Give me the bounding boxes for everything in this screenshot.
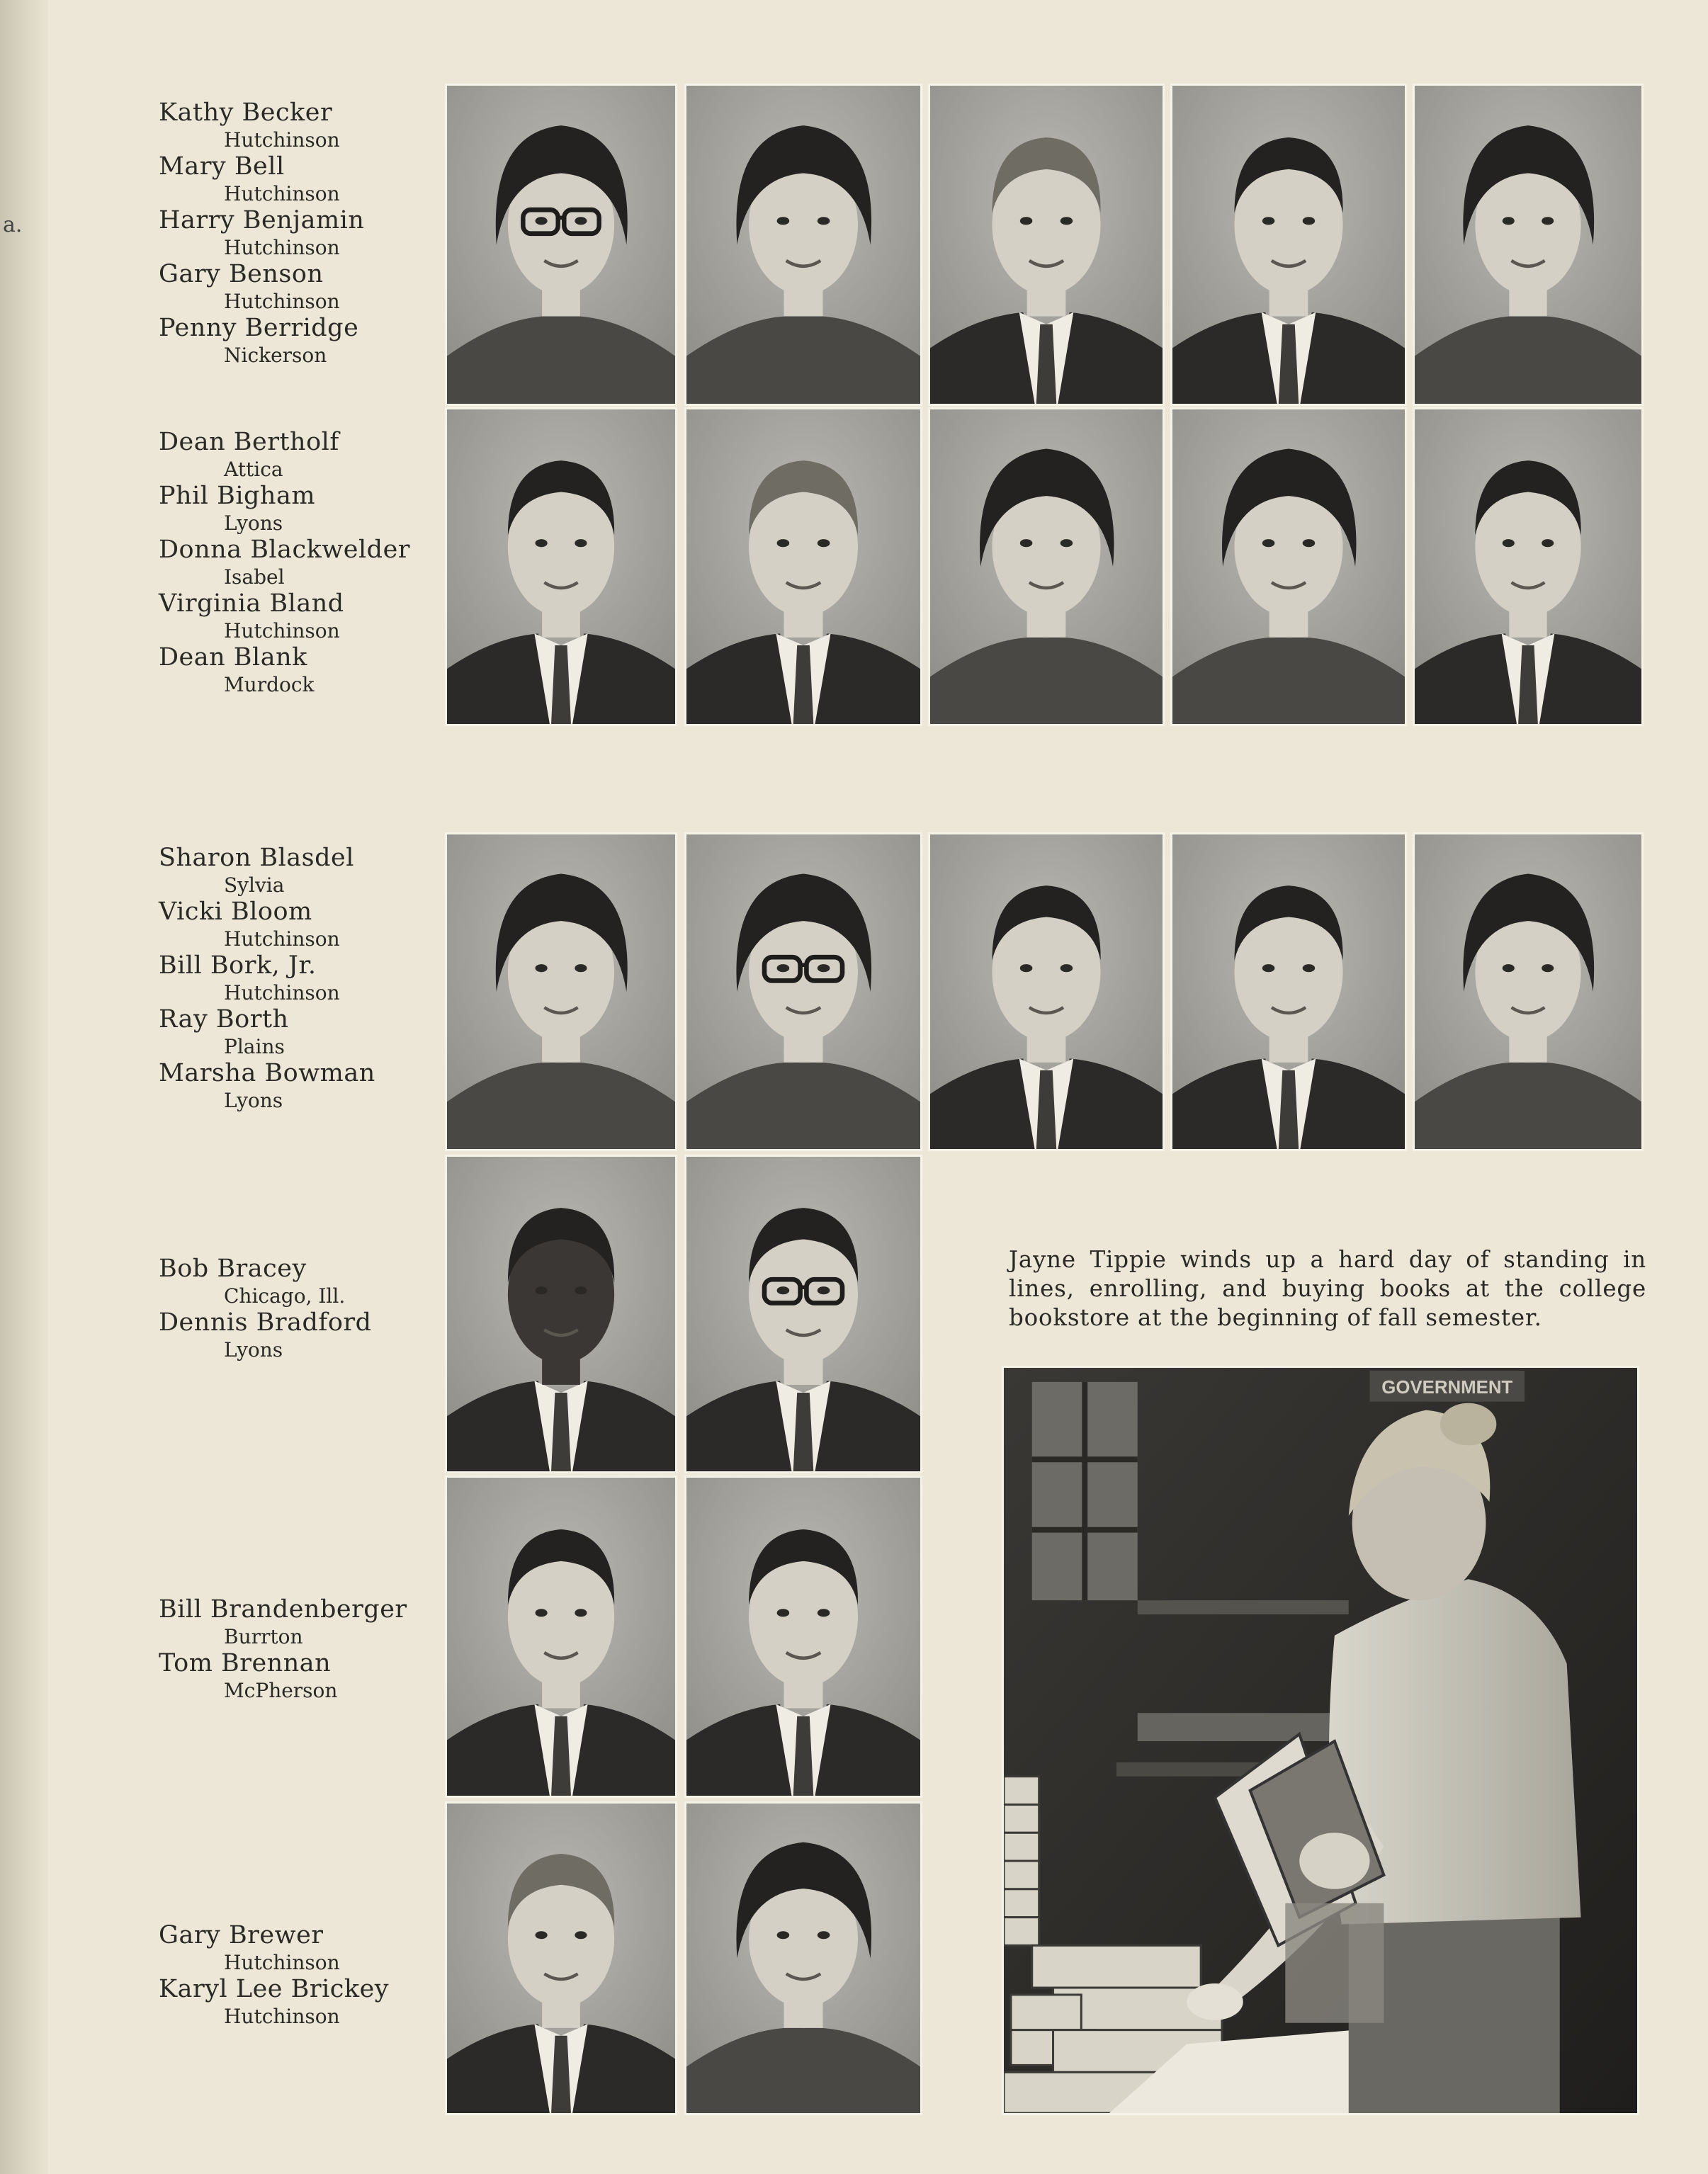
name-entry bbox=[159, 844, 414, 898]
name-entry bbox=[159, 952, 414, 1006]
student-portrait bbox=[445, 1476, 677, 1798]
student-name: Virginia Bland bbox=[159, 589, 344, 618]
student-portrait bbox=[445, 1801, 677, 2115]
student-name: Mary Bell bbox=[159, 152, 285, 181]
name-list-group-4 bbox=[159, 1255, 414, 1363]
student-town: Murdock bbox=[224, 673, 315, 696]
student-portrait bbox=[684, 407, 922, 726]
name-list-group-6 bbox=[159, 1922, 414, 2029]
student-town: Lyons bbox=[224, 1338, 283, 1361]
name-entry bbox=[159, 1922, 414, 1976]
name-entry bbox=[159, 644, 414, 698]
name-list-group-2 bbox=[159, 429, 414, 698]
student-name: Bill Bork, Jr. bbox=[159, 951, 317, 980]
student-town: Attica bbox=[224, 458, 283, 481]
student-town: Burrton bbox=[224, 1625, 303, 1648]
name-entry bbox=[159, 261, 414, 315]
name-entry bbox=[159, 1596, 414, 1650]
student-name: Gary Benson bbox=[159, 260, 324, 288]
name-entry bbox=[159, 1309, 414, 1363]
student-town: Plains bbox=[224, 1035, 285, 1058]
student-name: Bill Brandenberger bbox=[159, 1595, 407, 1624]
student-town: Isabel bbox=[224, 565, 285, 589]
student-name: Dean Bertholf bbox=[159, 428, 339, 456]
name-entry bbox=[159, 207, 414, 261]
student-name: Donna Blackwelder bbox=[159, 536, 411, 564]
photo-caption: Jayne Tippie winds up a hard day of standing in lines, enrolling, and buying books at the college bookstore at the beginning of fall semester. bbox=[1009, 1246, 1646, 1331]
name-list-group-3 bbox=[159, 844, 414, 1114]
gutter-fragment: a. bbox=[3, 213, 23, 237]
student-name: Bob Bracey bbox=[159, 1255, 307, 1283]
student-name: Dean Blank bbox=[159, 643, 307, 672]
student-portrait bbox=[684, 1155, 922, 1473]
student-portrait bbox=[1413, 832, 1644, 1151]
name-entry bbox=[159, 1650, 414, 1704]
student-name: Phil Bigham bbox=[159, 482, 316, 510]
student-name: Ray Borth bbox=[159, 1005, 289, 1034]
student-name: Dennis Bradford bbox=[159, 1308, 372, 1337]
student-town: Hutchinson bbox=[224, 182, 340, 205]
student-town: Hutchinson bbox=[224, 619, 340, 642]
student-town: McPherson bbox=[224, 1679, 338, 1702]
student-portrait bbox=[928, 84, 1165, 406]
name-entry bbox=[159, 153, 414, 207]
student-name: Tom Brennan bbox=[159, 1649, 332, 1677]
name-entry bbox=[159, 898, 414, 952]
student-name: Vicki Bloom bbox=[159, 898, 312, 926]
student-portrait bbox=[684, 84, 922, 406]
student-town: Hutchinson bbox=[224, 981, 340, 1004]
name-entry bbox=[159, 536, 414, 590]
name-list-group-1 bbox=[159, 99, 414, 368]
student-name: Marsha Bowman bbox=[159, 1059, 375, 1087]
candid-bookstore-photo bbox=[1002, 1366, 1639, 2115]
name-list-group-5 bbox=[159, 1596, 414, 1704]
student-town: Hutchinson bbox=[224, 236, 340, 259]
student-portrait bbox=[684, 832, 922, 1151]
student-portrait bbox=[1413, 407, 1644, 726]
student-town: Lyons bbox=[224, 1089, 283, 1112]
student-town: Hutchinson bbox=[224, 128, 340, 152]
student-town: Hutchinson bbox=[224, 2005, 340, 2028]
student-portrait bbox=[445, 1155, 677, 1473]
student-portrait bbox=[1170, 832, 1407, 1151]
government-sign: GOVERNMENT bbox=[1381, 1377, 1513, 1398]
student-name: Penny Berridge bbox=[159, 314, 359, 342]
student-town: Hutchinson bbox=[224, 927, 340, 951]
student-name: Sharon Blasdel bbox=[159, 844, 354, 872]
student-portrait bbox=[445, 832, 677, 1151]
name-entry bbox=[159, 1976, 414, 2029]
student-portrait bbox=[928, 832, 1165, 1151]
name-entry bbox=[159, 590, 414, 644]
name-entry bbox=[159, 482, 414, 536]
student-portrait bbox=[928, 407, 1165, 726]
student-name: Gary Brewer bbox=[159, 1921, 324, 1949]
student-town: Hutchinson bbox=[224, 290, 340, 313]
student-town: Hutchinson bbox=[224, 1951, 340, 1974]
student-portrait bbox=[684, 1476, 922, 1798]
name-entry bbox=[159, 99, 414, 153]
student-portrait bbox=[1170, 407, 1407, 726]
student-town: Sylvia bbox=[224, 873, 285, 897]
student-name: Karyl Lee Brickey bbox=[159, 1975, 390, 2003]
student-town: Nickerson bbox=[224, 344, 327, 367]
name-entry bbox=[159, 315, 414, 368]
student-portrait bbox=[684, 1801, 922, 2115]
student-name: Harry Benjamin bbox=[159, 206, 365, 234]
student-portrait bbox=[1170, 84, 1407, 406]
name-entry bbox=[159, 1060, 414, 1114]
student-name: Kathy Becker bbox=[159, 98, 333, 127]
name-entry bbox=[159, 1006, 414, 1060]
student-town: Chicago, Ill. bbox=[224, 1284, 346, 1308]
name-entry bbox=[159, 429, 414, 482]
student-portrait bbox=[1413, 84, 1644, 406]
student-portrait bbox=[445, 84, 677, 406]
student-town: Lyons bbox=[224, 511, 283, 535]
name-entry bbox=[159, 1255, 414, 1309]
binding-gutter bbox=[0, 0, 48, 2174]
student-portrait bbox=[445, 407, 677, 726]
